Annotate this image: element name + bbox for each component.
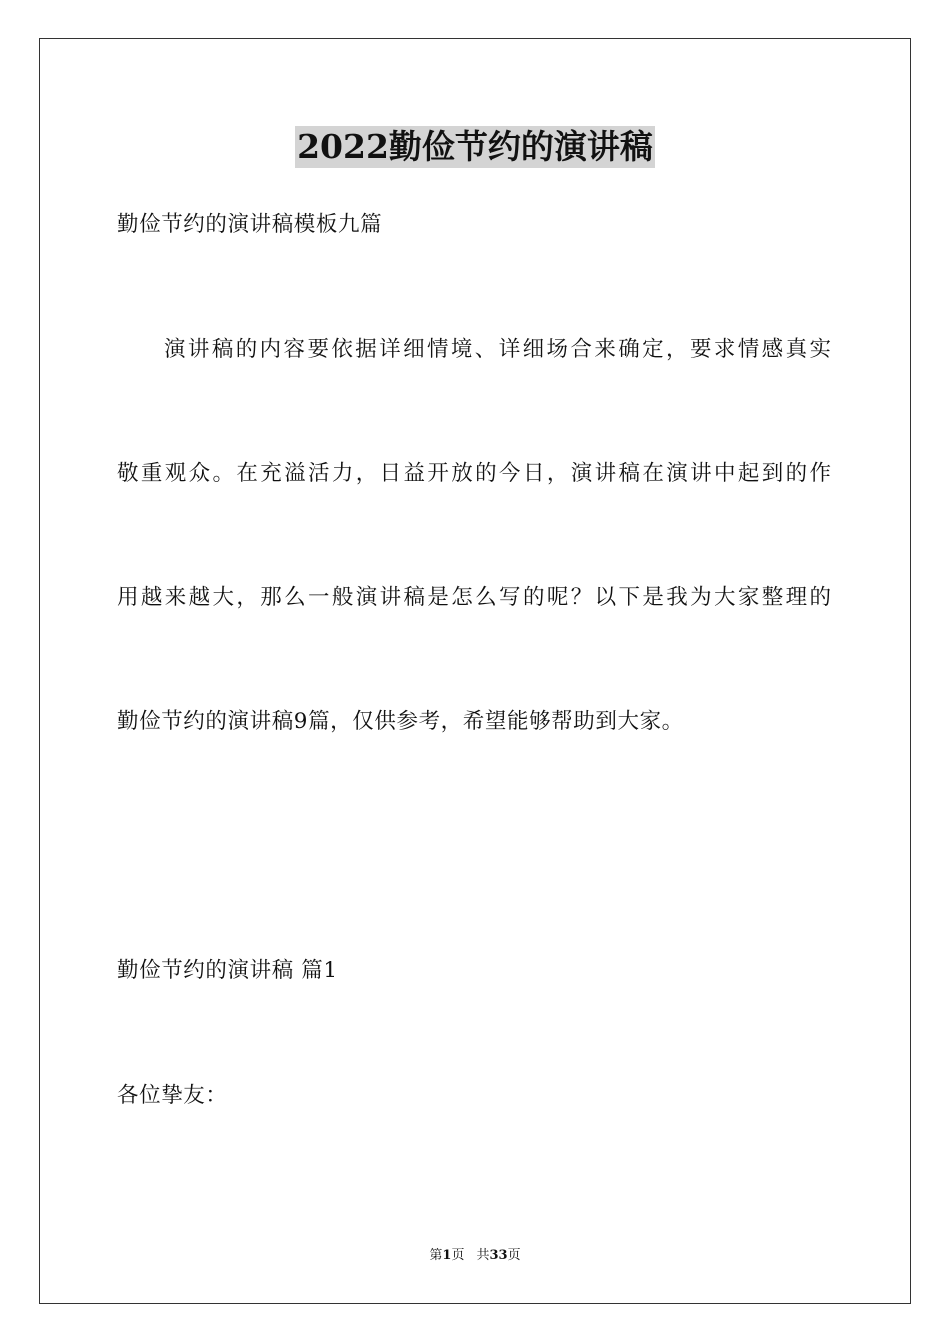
salutation: 各位挚友： xyxy=(117,1083,228,1108)
paragraph-line-1: 演讲稿的内容要依据详细情境、详细场合来确定，要求情感真实 xyxy=(164,337,831,362)
document-subtitle: 勤俭节约的演讲稿模板九篇 xyxy=(117,212,383,237)
page-number: 1 xyxy=(442,1248,452,1263)
section-heading: 勤俭节约的演讲稿 篇1 xyxy=(117,958,338,983)
paragraph-line-4: 勤俭节约的演讲稿9篇，仅供参考，希望能够帮助到大家。 xyxy=(117,709,684,734)
page-prefix: 第 xyxy=(429,1248,443,1263)
paragraph-line-3: 用越来越大，那么一般演讲稿是怎么写的呢？以下是我为大家整理的 xyxy=(117,585,831,610)
page-footer xyxy=(0,1247,950,1265)
title-container xyxy=(0,126,950,168)
total-prefix: 共 xyxy=(476,1248,490,1263)
total-pages: 33 xyxy=(489,1248,508,1263)
total-suffix: 页 xyxy=(507,1248,521,1263)
page-suffix: 页 xyxy=(451,1248,465,1263)
document-title: 2022勤俭节约的演讲稿 xyxy=(297,127,653,166)
paragraph-line-2: 敬重观众。在充溢活力，日益开放的今日，演讲稿在演讲中起到的作 xyxy=(117,461,831,486)
